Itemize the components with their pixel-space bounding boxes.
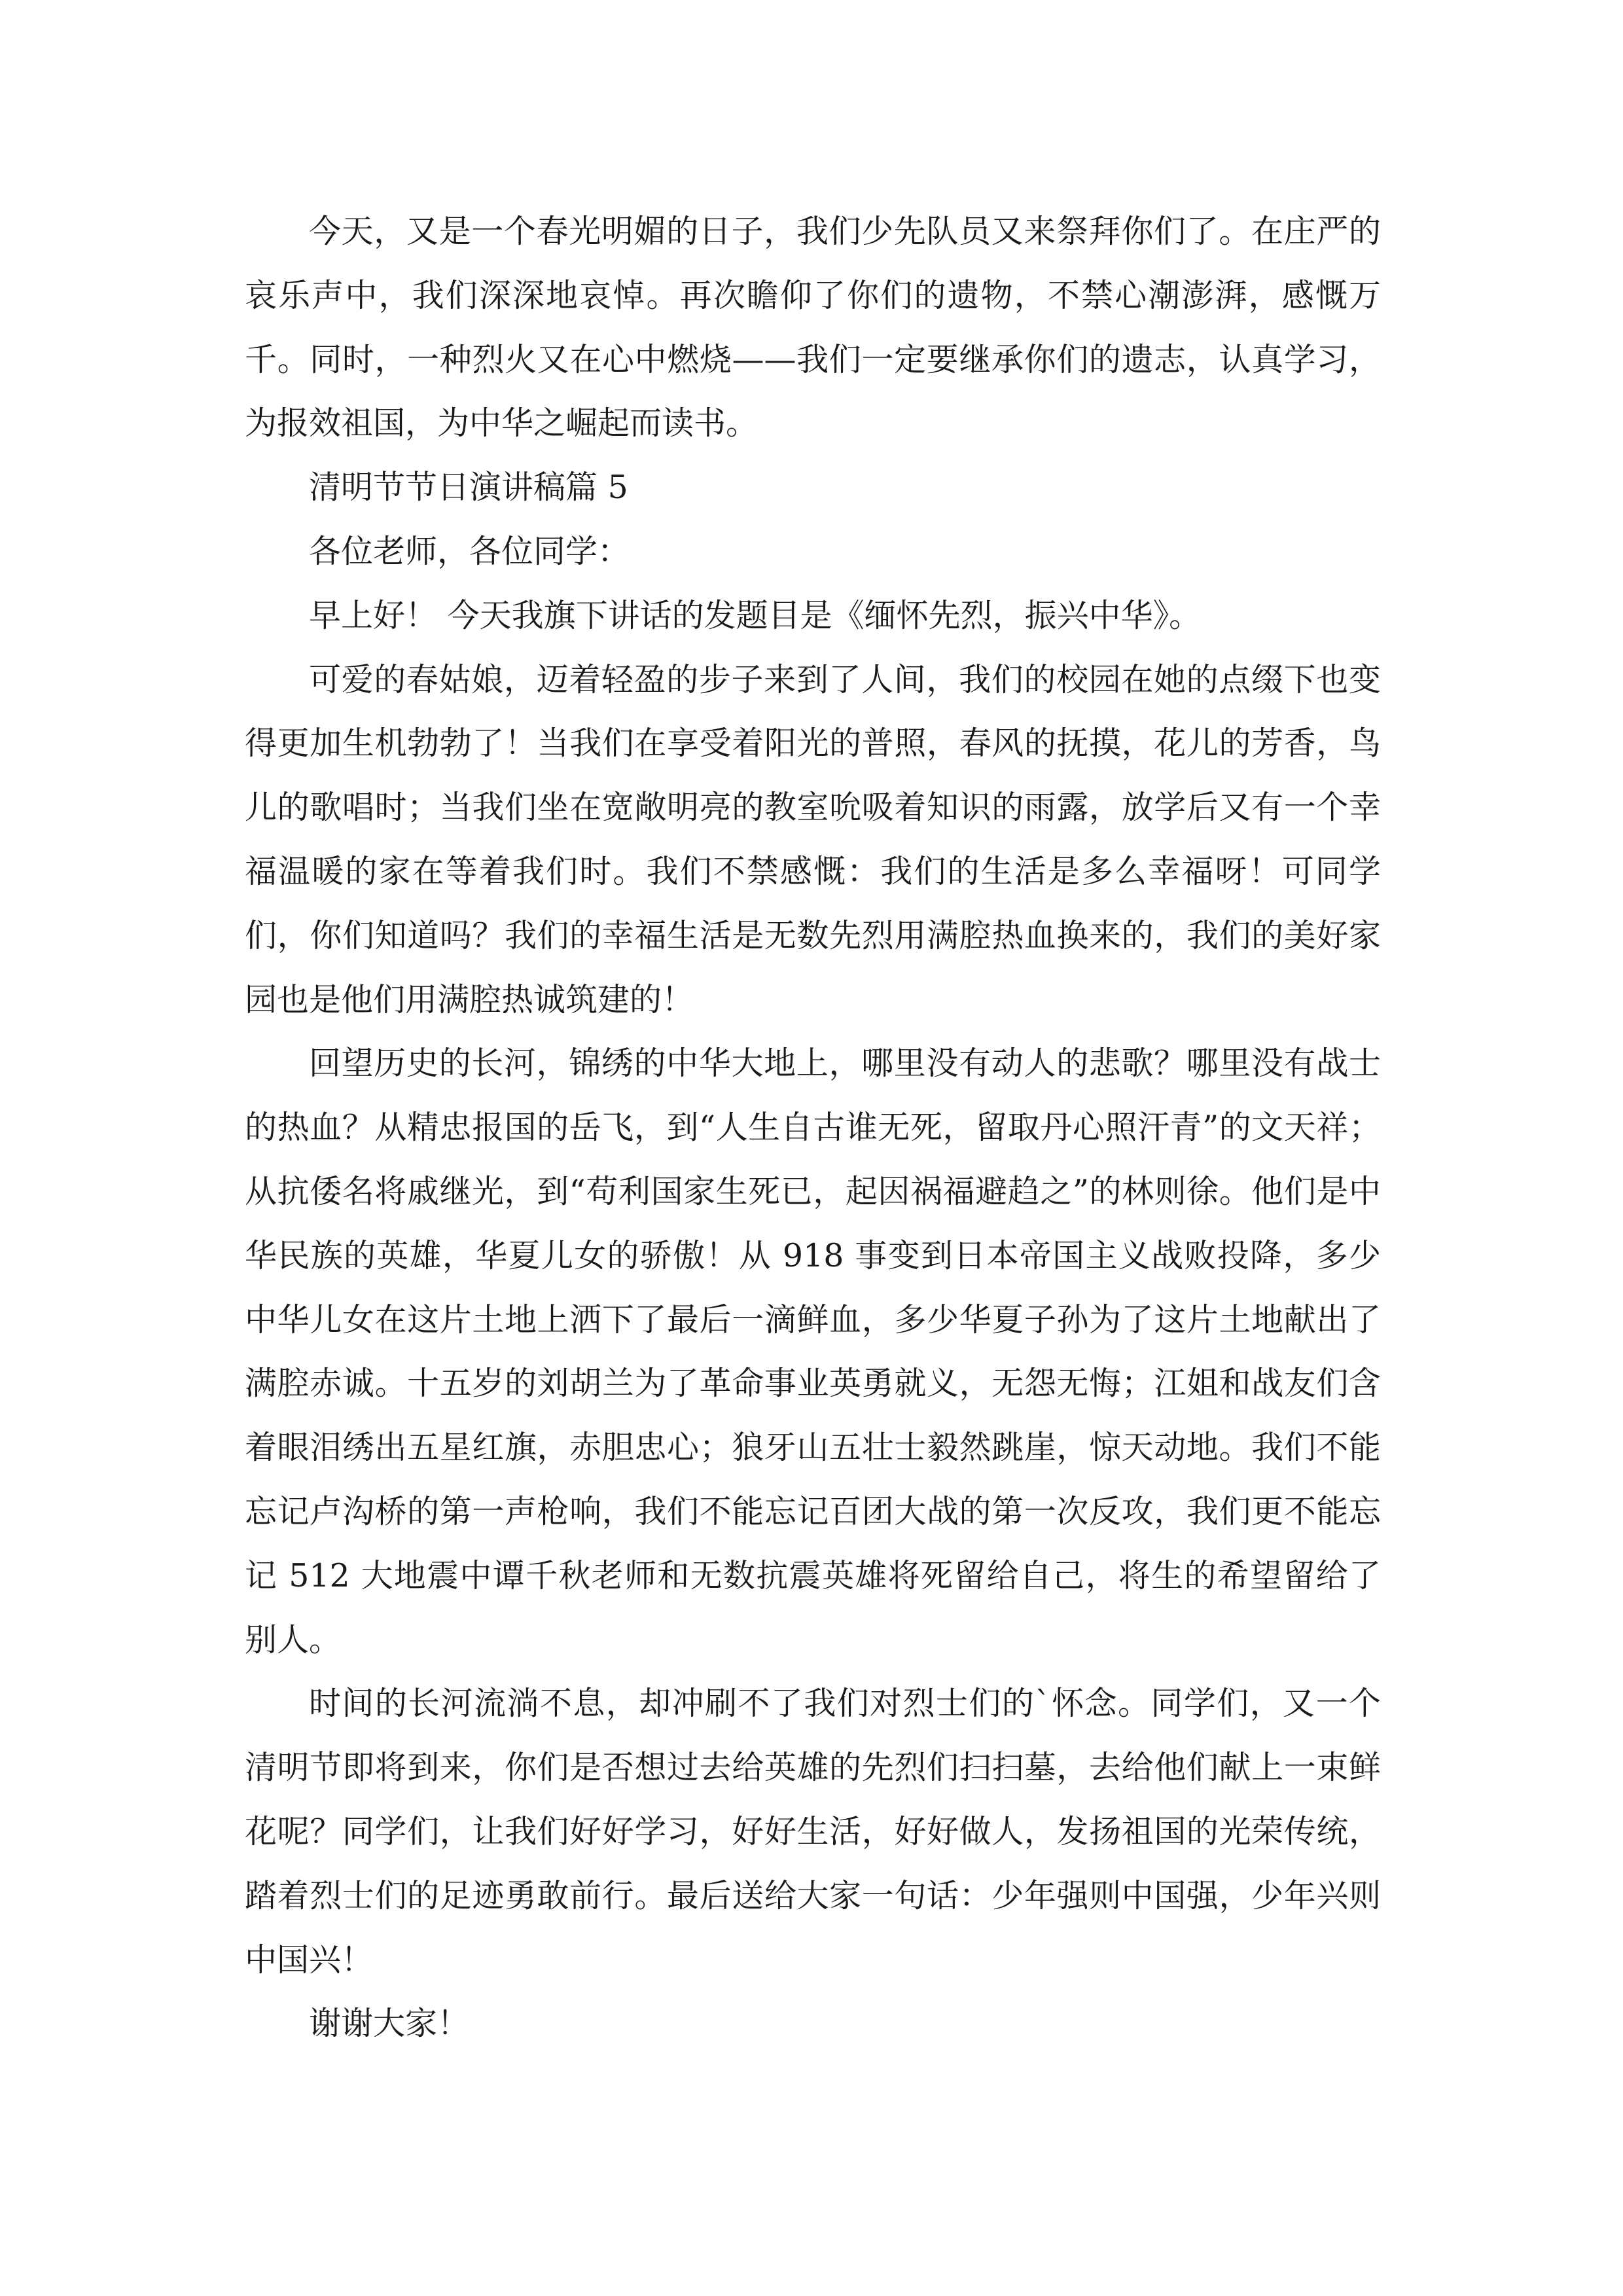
section-heading: 清明节节日演讲稿篇 5 <box>309 469 628 507</box>
salutation: 各位老师，各位同学： <box>309 532 630 570</box>
greeting-topic: 早上好！ 今天我旗下讲话的发题目是《缅怀先烈，振兴中华》。 <box>309 596 1202 634</box>
closing-thanks: 谢谢大家！ <box>309 2005 470 2043</box>
paragraph-opening: 今天，又是一个春光明媚的日子，我们少先队员又来祭拜你们了。在庄严的哀乐声中，我们深深地哀悼。再次瞻仰了你们的遗物，不禁心潮澎湃，感慨万千。同时，一种烈火又在心中燃烧——我们一定要继承你们的遗志，认真学习，为报效祖国，为中华之崛起而读书。 <box>245 213 1381 442</box>
paragraph-spring: 可爱的春姑娘，迈着轻盈的步子来到了人间，我们的校园在她的点缀下也变得更加生机勃勃了！当我们在享受着阳光的普照，春风的抚摸，花儿的芳香，鸟儿的歌唱时；当我们坐在宽敞明亮的教室吮吸着知识的雨露，放学后又有一个幸福温暖的家在等着我们时。我们不禁感慨：我们的生活是多么幸福呀！可同学们，你们知道吗？我们的幸福生活是无数先烈用满腔热血换来的，我们的美好家园也是他们用满腔热诚筑建的！ <box>245 660 1381 1018</box>
paragraph-history: 回望历史的长河，锦绣的中华大地上，哪里没有动人的悲歌？哪里没有战士的热血？从精忠报国的岳飞，到“人生自古谁无死，留取丹心照汗青”的文天祥；从抗倭名将戚继光，到“苟利国家生死已，起因祸福避趋之”的林则徐。他们是中华民族的英雄，华夏儿女的骄傲！从 918 事变到日本帝国主义战败投降，多少中华儿女在这片土地上洒下了最后一滴鲜血，多少华夏子孙为了这片土地献出了满腔赤诚。十五岁的刘胡兰为了革命事业英勇就义，无怨无悔；江姐和战友们含着眼泪绣出五星红旗，赤胆忠心；狼牙山五壮士毅然跳崖，惊天动地。我们不能忘记卢沟桥的第一声枪响，我们不能忘记百团大战的第一次反攻，我们更不能忘记 512 大地震中谭千秋老师和无数抗震英雄将死留给自己，将生的希望留给了别人。 <box>245 1045 1381 1659</box>
body-text <box>245 200 1381 2056</box>
paragraph-remembrance: 时间的长河流淌不息，却冲刷不了我们对烈士们的`怀念。同学们，又一个清明节即将到来，你们是否想过去给英雄的先烈们扫扫墓，去给他们献上一束鲜花呢？同学们，让我们好好学习，好好生活，好好做人，发扬祖国的光荣传统，踏着烈士们的足迹勇敢前行。最后送给大家一句话：少年强则中国强，少年兴则中国兴！ <box>245 1685 1381 1979</box>
